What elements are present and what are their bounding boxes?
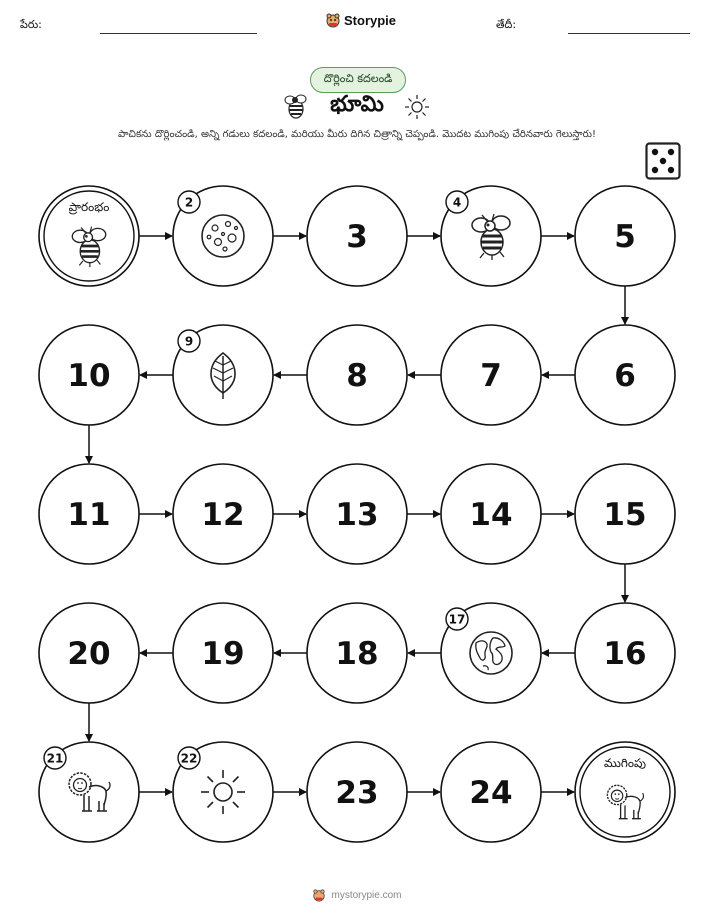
space-number-badge: 9 bbox=[184, 334, 194, 349]
board-space[interactable] bbox=[441, 464, 541, 564]
board-space[interactable] bbox=[173, 742, 273, 842]
sun-icon bbox=[201, 770, 245, 814]
finish-label: ముగింపు bbox=[604, 756, 646, 770]
board-space[interactable] bbox=[441, 742, 541, 842]
board-space[interactable] bbox=[173, 464, 273, 564]
board-space[interactable] bbox=[307, 186, 407, 286]
board-space[interactable] bbox=[441, 603, 541, 703]
board-space[interactable] bbox=[173, 186, 273, 286]
board-space[interactable] bbox=[575, 325, 675, 425]
space-number: 10 bbox=[67, 358, 111, 394]
space-number: 23 bbox=[335, 775, 379, 811]
footer-url[interactable]: mystorypie.com bbox=[331, 889, 402, 901]
brand-name: Storypie bbox=[344, 12, 397, 28]
space-number: 5 bbox=[614, 219, 636, 255]
board-space[interactable] bbox=[307, 742, 407, 842]
name-label: పేరు: bbox=[20, 18, 42, 31]
board-space[interactable] bbox=[441, 186, 541, 286]
start-label: ప్రారంభం bbox=[68, 200, 110, 214]
finish-space[interactable] bbox=[575, 742, 675, 842]
space-number: 7 bbox=[480, 358, 502, 394]
instructions: పాచికను దొర్లించండి, అన్ని గడులు కదలండి, మరియు మీరు దిగిన చిత్రాన్ని చెప్పండి. మొదట ముగింపు చేరినవారు గెలుస్తారు! bbox=[117, 129, 597, 140]
storypie-mascot-icon bbox=[312, 888, 326, 902]
space-number: 20 bbox=[67, 636, 111, 672]
board-space[interactable] bbox=[575, 603, 675, 703]
start-space[interactable] bbox=[39, 186, 139, 286]
space-number: 11 bbox=[67, 497, 111, 533]
space-number-badge: 4 bbox=[452, 195, 462, 210]
board-space[interactable] bbox=[39, 603, 139, 703]
board-space[interactable] bbox=[441, 325, 541, 425]
space-number: 16 bbox=[603, 636, 647, 672]
board-space[interactable] bbox=[307, 325, 407, 425]
board-space[interactable] bbox=[575, 464, 675, 564]
space-number: 19 bbox=[201, 636, 245, 672]
space-number: 8 bbox=[346, 358, 368, 394]
board-space[interactable] bbox=[39, 325, 139, 425]
footer bbox=[0, 888, 714, 902]
space-number: 24 bbox=[469, 775, 513, 811]
space-number-badge: 21 bbox=[46, 751, 64, 766]
space-number: 12 bbox=[201, 497, 245, 533]
space-number: 6 bbox=[614, 358, 636, 394]
space-number: 3 bbox=[346, 219, 368, 255]
roll-and-move-badge: దొర్లించి కదలండి bbox=[310, 67, 406, 93]
space-number-badge: 22 bbox=[180, 751, 198, 766]
space-number: 13 bbox=[335, 497, 379, 533]
space-number-badge: 2 bbox=[184, 195, 194, 210]
board-space[interactable] bbox=[575, 186, 675, 286]
board-space[interactable] bbox=[173, 325, 273, 425]
earth-icon bbox=[470, 632, 512, 674]
space-number-badge: 17 bbox=[448, 612, 466, 627]
moon-icon bbox=[202, 215, 244, 257]
board-space[interactable] bbox=[307, 464, 407, 564]
space-number: 14 bbox=[469, 497, 513, 533]
date-label: తేదీ: bbox=[496, 18, 517, 31]
space-number: 15 bbox=[603, 497, 647, 533]
page-title: భూమి bbox=[330, 92, 384, 117]
board-space[interactable] bbox=[39, 464, 139, 564]
board-space[interactable] bbox=[173, 603, 273, 703]
board-space[interactable] bbox=[39, 742, 139, 842]
board-space[interactable] bbox=[307, 603, 407, 703]
space-number: 18 bbox=[335, 636, 379, 672]
